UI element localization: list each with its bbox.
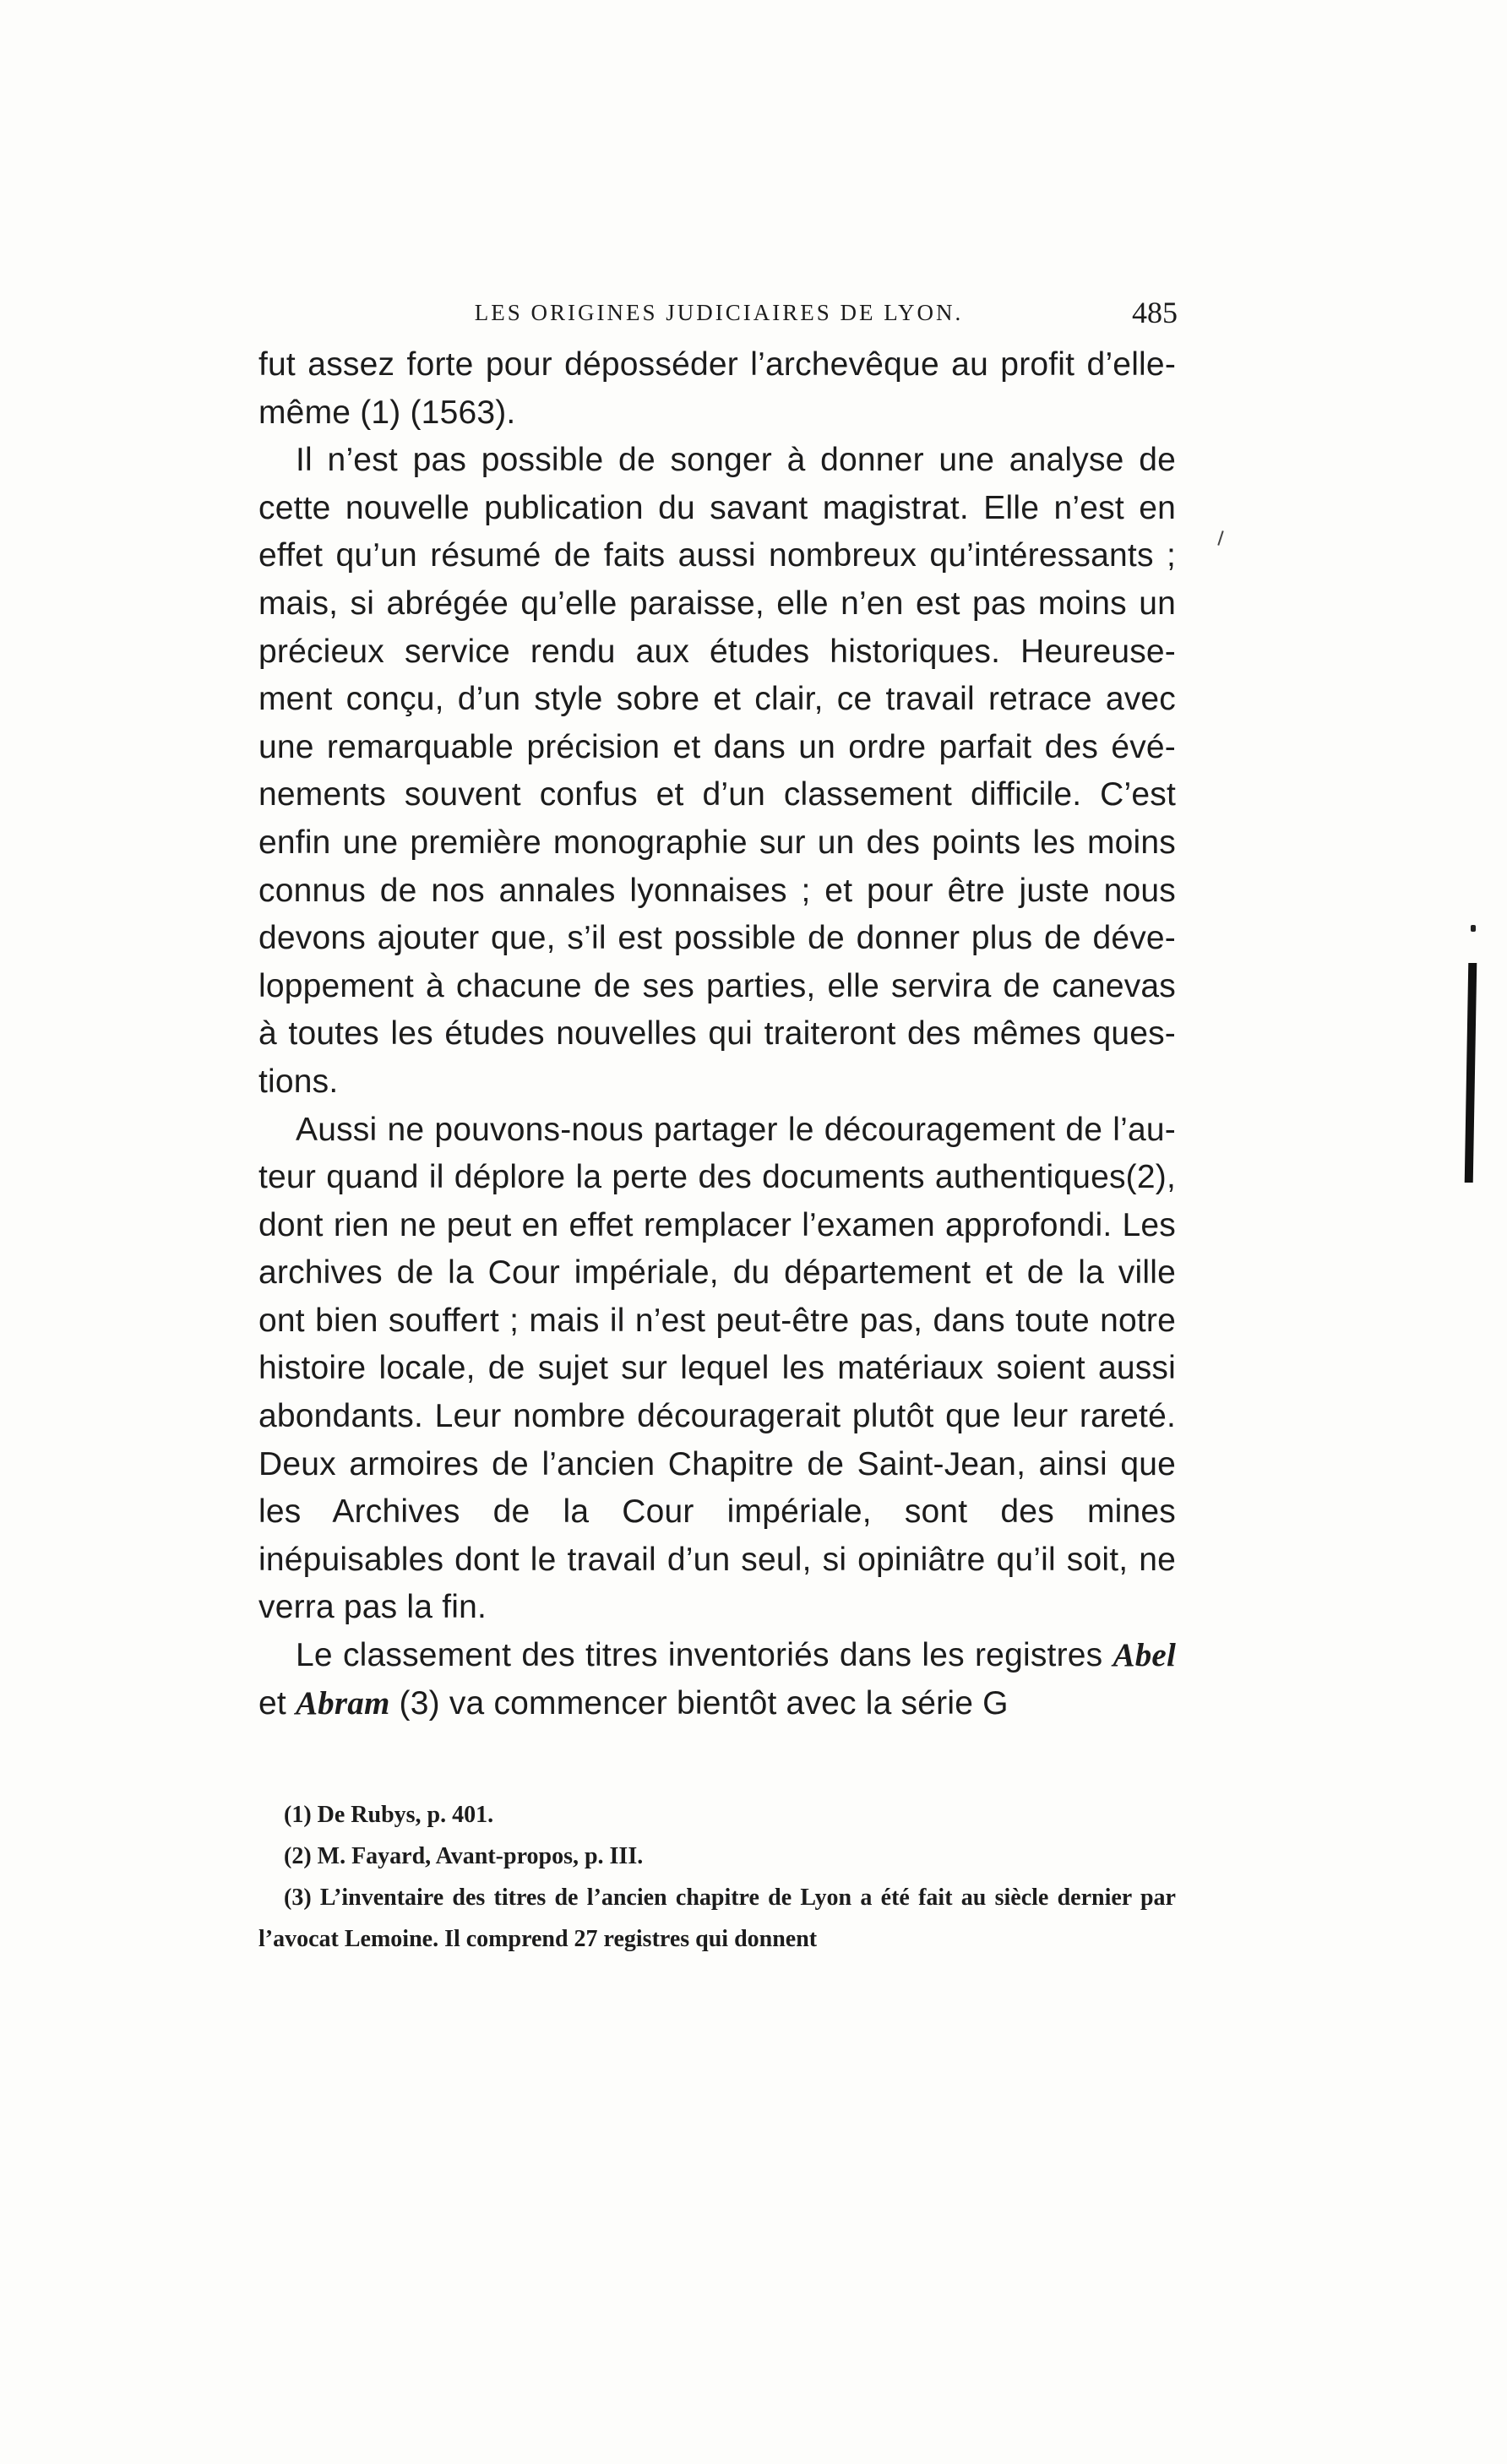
footnote-3: (3) L’inventaire des titres de l’ancien chapitre de Lyon a été fait au siècle dernier par l’avocat Lemoine. Il comprend 27 registres qui donnent <box>258 1885 1176 1952</box>
margin-mark <box>1217 530 1223 546</box>
footnote-1: (1) De Rubys, p. 401. <box>284 1802 494 1828</box>
scan-edge-bar <box>1465 963 1477 1183</box>
paragraph-analysis: Il n’est pas possible de songer à donner une analyse de cette nouvelle publication du savant magistrat. Elle n’est en effet qu’un résumé de faits aussi nombreux qu’intéressants ; mais, si abrégée qu’elle paraisse, elle n’en est pas moins un précieux service rendu aux études historiques. Heureuse-ment conçu, d’un style sobre et clair, ce travail retrace avec une remarquable précision et dans un ordre parfait des évé-nements souvent confus et d’un classement difficile. C’est enfin une première monographie sur un des points les moins connus de nos annales lyonnaises ; et pour être juste nous devons ajouter que, s’il est possible de donner plus de déve-loppement à chacune de ses parties, elle servira de canevas à toutes les études nouvelles qui traiteront des mêmes ques-tions. <box>258 442 1176 1100</box>
classification-text-end: (3) va commencer bientôt avec la série G <box>389 1684 1009 1722</box>
paragraph-continuation: fut assez forte pour déposséder l’archevêque au profit d’elle-même (1) (1563). <box>258 346 1176 431</box>
paragraph-classification <box>258 1632 1176 1727</box>
classification-text-start: Le classement des titres inventoriés dans les registres <box>296 1637 1103 1674</box>
scan-dot-mark <box>1471 925 1476 932</box>
footnotes <box>258 1794 1176 1960</box>
footnote-2: (2) M. Fayard, Avant-propos, p. III. <box>284 1843 644 1869</box>
body-text <box>258 341 1176 1727</box>
page-number: 485 <box>1132 296 1178 329</box>
register-name-abram: Abram <box>295 1684 390 1722</box>
running-head <box>260 291 1178 334</box>
register-name-abel: Abel <box>1113 1637 1176 1674</box>
running-title: LES ORIGINES JUDICIAIRES DE LYON. <box>474 300 964 325</box>
paragraph-discouragement: Aussi ne pouvons-nous partager le découragement de l’au-teur quand il déplore la perte des documents authentiques(2), dont rien ne peut en effet remplacer l’examen approfondi. Les archives de la Cour impériale, du département et de la ville ont bien souffert ; mais il n’est peut-être pas, dans toute notre histoire locale, de sujet sur lequel les matériaux soient aussi abondants. Leur nombre découragerait plutôt que leur rareté. Deux armoires de l’ancien Chapitre de Saint-Jean, ainsi que les Archives de la Cour impériale, sont des mines inépuisables dont le travail d’un seul, si opiniâtre qu’il soit, ne verra pas la fin. <box>258 1111 1176 1626</box>
classification-text-et: et <box>258 1684 296 1722</box>
